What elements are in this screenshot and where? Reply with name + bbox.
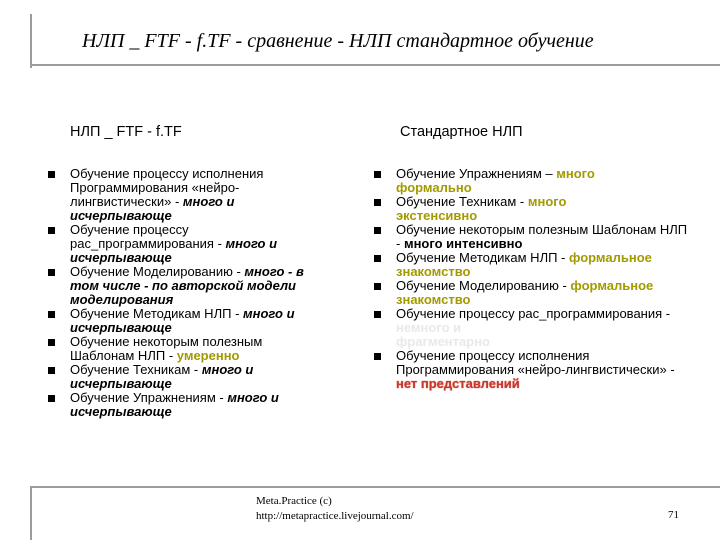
list-item: Обучение Методикам НЛП - много и исчерпывающе	[48, 307, 348, 335]
list-item: Обучение процессу рас_программирования - много и исчерпывающе	[48, 223, 348, 265]
footer-vertical-rule	[30, 486, 32, 540]
square-bullet-icon	[48, 227, 55, 234]
square-bullet-icon	[48, 269, 55, 276]
left-column-heading: НЛП _ FTF - f.TF	[70, 124, 182, 140]
list-item: Обучение некоторым полезным Шаблонам НЛП - умеренно	[48, 335, 348, 363]
list-item: Обучение Техникам - много и исчерпывающе	[48, 363, 348, 391]
footer-copyright: Meta.Practice (c)	[256, 495, 332, 507]
left-column-list	[48, 167, 348, 419]
list-item: Обучение Упражнениям – много формально	[374, 167, 694, 195]
square-bullet-icon	[374, 171, 381, 178]
title-underline-rule	[30, 64, 720, 66]
page-number: 71	[668, 509, 679, 521]
list-item: Обучение процессу исполнения Программирования «нейро-лингвистически» - нет представлений	[374, 349, 694, 391]
footer-url: http://metapractice.livejournal.com/	[256, 510, 414, 522]
square-bullet-icon	[48, 339, 55, 346]
list-item: Обучение процессу рас_программирования - немного и фрагментарно	[374, 307, 694, 349]
square-bullet-icon	[48, 311, 55, 318]
square-bullet-icon	[374, 199, 381, 206]
square-bullet-icon	[374, 283, 381, 290]
footer-top-rule	[30, 486, 720, 488]
right-column-heading: Стандартное НЛП	[400, 124, 523, 140]
list-item: Обучение Техникам - много экстенсивно	[374, 195, 694, 223]
square-bullet-icon	[374, 311, 381, 318]
square-bullet-icon	[374, 227, 381, 234]
list-item: Обучение некоторым полезным Шаблонам НЛП - много интенсивно	[374, 223, 694, 251]
list-item: Обучение Моделированию - много - в том числе - по авторской модели моделирования	[48, 265, 348, 307]
list-item: Обучение Упражнениям - много и исчерпывающе	[48, 391, 348, 419]
footer-credits	[256, 494, 414, 524]
list-item: Обучение процессу исполнения Программирования «нейро- лингвистически» - много и исчерпывающе	[48, 167, 348, 223]
square-bullet-icon	[374, 255, 381, 262]
square-bullet-icon	[48, 171, 55, 178]
list-item: Обучение Моделированию - формальное знакомство	[374, 279, 694, 307]
square-bullet-icon	[48, 395, 55, 402]
title-vertical-rule	[30, 14, 32, 68]
list-item: Обучение Методикам НЛП - формальное знакомство	[374, 251, 694, 279]
square-bullet-icon	[48, 367, 55, 374]
right-column-list	[374, 167, 694, 391]
slide-title: НЛП _ FTF - f.TF - сравнение - НЛП стандартное обучение	[82, 30, 594, 52]
square-bullet-icon	[374, 353, 381, 360]
